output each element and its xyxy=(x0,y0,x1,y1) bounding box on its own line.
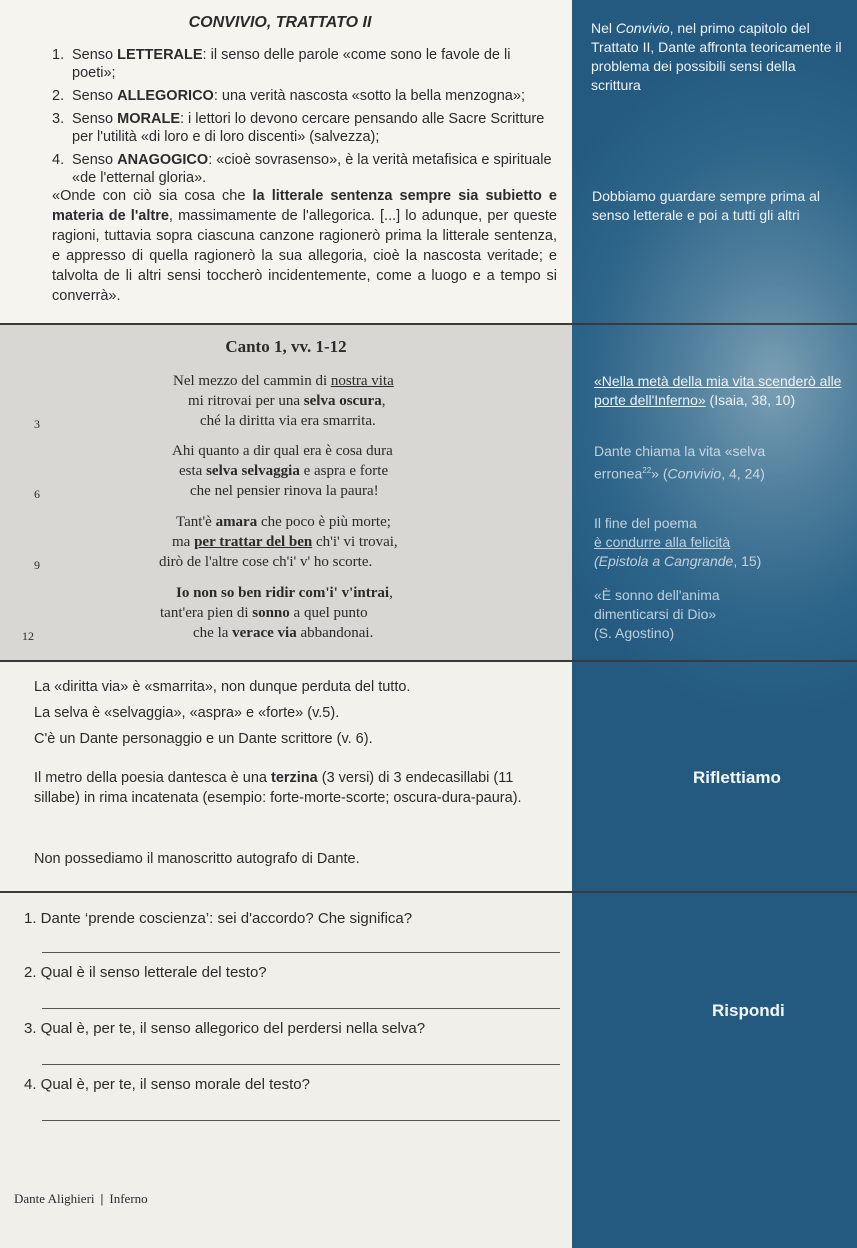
question-4: 4. Qual è, per te, il senso morale del testo? xyxy=(24,1076,310,1093)
answer-line-3[interactable] xyxy=(42,1064,560,1065)
side-note-selva-erronea: Dante chiama la vita «selva erronea$^{22}$» (Convivio, 4, 24) xyxy=(594,443,766,482)
sense-number: 4. xyxy=(52,152,65,168)
question-2: 2. Qual è il senso letterale del testo? xyxy=(24,964,267,981)
verse-number: 3 xyxy=(34,417,40,431)
sense-prefix: Senso xyxy=(72,47,118,63)
verse-line: Nel mezzo del cammin di nostra vita xyxy=(173,373,394,389)
convivio-section xyxy=(0,0,572,325)
notes-section xyxy=(0,661,572,892)
verse-line: ma per trattar del ben ch'i' vi trovai, xyxy=(172,534,398,550)
verse-line: mi ritrovai per una selva oscura, xyxy=(188,393,386,409)
verse-number: 12 xyxy=(22,629,34,643)
senses-list xyxy=(52,46,557,192)
sense-text: : una verità nascosta «sotto la bella menzogna»; xyxy=(213,88,525,104)
quote-bold: la litterale sentenza sempre sia subietto e materia de l'altre xyxy=(52,188,557,224)
verse-line: ché la diritta via era smarrita. xyxy=(200,413,376,429)
convivio-title: CONVIVIO, TRATTATO II xyxy=(188,14,372,31)
footer xyxy=(14,1191,148,1207)
note-2: La selva è «selvaggia», «aspra» e «forte» (v.5). xyxy=(34,705,340,721)
divider xyxy=(0,891,857,893)
verse-line: che la verace via abbandonai. xyxy=(193,625,374,641)
canto-section xyxy=(0,325,572,661)
side-note-literal: Dobbiamo guardare sempre prima al senso letterale e poi a tutti gli altri xyxy=(592,188,820,223)
side-note-convivio: Nel Convivio, nel primo capitolo del Trattato II, Dante affronta teoricamente il problema dei possibili sensi della scrittura xyxy=(591,20,842,93)
note-meter: Il metro della poesia dantesca è una terzina (3 versi) di 3 endecasillabi (11 sillabe) in rima incatenata (esempio: forte-morte-scorte; oscura-dura-paura). xyxy=(34,770,522,806)
canto-title: Canto 1, vv. 1-12 xyxy=(225,337,347,356)
sense-text: : i lettori lo devono cercare pensando alle Sacre Scritture per l'utilità «di loro e di loro discenti» (salvezza); xyxy=(72,111,545,145)
verse-line: Ahi quanto a dir qual era è cosa dura xyxy=(172,443,393,459)
sense-prefix: Senso xyxy=(72,88,118,104)
sense-text: : «cioè sovrasenso», è la verità metafisica e spirituale «de l'etternal gloria». xyxy=(72,152,552,186)
sense-name: LETTERALE xyxy=(117,47,203,63)
verse-number: 9 xyxy=(34,558,40,572)
sense-number: 1. xyxy=(52,47,65,63)
heading-riflettiamo: Riflettiamo xyxy=(693,768,781,787)
footer-work: Inferno xyxy=(109,1191,148,1206)
quote-start: «Onde con ciò sia cosa che xyxy=(52,188,253,204)
answer-line-1[interactable] xyxy=(42,952,560,953)
question-3: 3. Qual è, per te, il senso allegorico del perdersi nella selva? xyxy=(24,1020,426,1037)
footer-separator: | xyxy=(100,1191,104,1206)
verse-line: tant'era pien di sonno a quel punto xyxy=(160,605,368,621)
sense-number: 3. xyxy=(52,111,65,127)
side-note-isaia: «Nella metà della mia vita scenderò alle porte dell'Inferno» (Isaia, 38, 10) xyxy=(594,373,842,408)
note-5: Non possediamo il manoscritto autografo di Dante. xyxy=(34,851,360,867)
sense-item xyxy=(52,110,557,146)
verse-line: dirò de l'altre cose ch'i' v' ho scorte. xyxy=(159,554,373,570)
divider xyxy=(0,323,857,325)
verse-line: Tant'è amara che poco è più morte; xyxy=(176,514,391,530)
side-note-agostino: «È sonno dell'anima dimenticarsi di Dio» (S. Agostino) xyxy=(594,587,720,641)
heading-rispondi: Rispondi xyxy=(712,1001,785,1020)
verse-number: 6 xyxy=(34,487,40,501)
question-1: 1. Dante ‘prende coscienza’: sei d'accordo? Che significa? xyxy=(24,910,413,927)
note-3: C'è un Dante personaggio e un Dante scrittore (v. 6). xyxy=(34,731,373,747)
answer-line-2[interactable] xyxy=(42,1008,560,1009)
convivio-quote xyxy=(52,186,557,306)
note-1: La «diritta via» è «smarrita», non dunque perduta del tutto. xyxy=(34,679,411,695)
sense-name: ALLEGORICO xyxy=(117,88,214,104)
sense-number: 2. xyxy=(52,88,65,104)
answer-line-4[interactable] xyxy=(42,1120,560,1121)
sense-name: ANAGOGICO xyxy=(117,152,209,168)
sense-name: MORALE xyxy=(117,111,180,127)
sense-item xyxy=(52,46,557,82)
quote-end: , massimamente de l'allegorica. [...] lo adunque, per queste ragioni, tuttavia sopra ciascuna canzone ragionerò prima la litterale sentenza, e appresso di quella ragionerò la sua allegoria, cioè la nascosta veritade; e talvolta de li altri sensi toccherò incidentemente, come a luogo e a tempo si converrà». xyxy=(52,208,557,304)
sense-prefix: Senso xyxy=(72,152,118,168)
footer-author: Dante Alighieri xyxy=(14,1191,95,1206)
side-note-fine-poema: Il fine del poema è condurre alla felicità (Epistola a Cangrande, 15) xyxy=(594,515,762,569)
verse-line: esta selva selvaggia e aspra e forte xyxy=(179,463,389,479)
sense-text: : il senso delle parole «come sono le favole de li poeti»; xyxy=(72,47,511,81)
right-sidebar xyxy=(572,0,857,1248)
sense-item xyxy=(52,151,557,187)
verse-line: che nel pensier rinova la paura! xyxy=(190,483,379,499)
verse-line: Io non so ben ridir com'i' v'intrai, xyxy=(176,585,393,601)
sense-prefix: Senso xyxy=(72,111,118,127)
sense-item xyxy=(52,87,557,105)
divider xyxy=(0,660,857,662)
